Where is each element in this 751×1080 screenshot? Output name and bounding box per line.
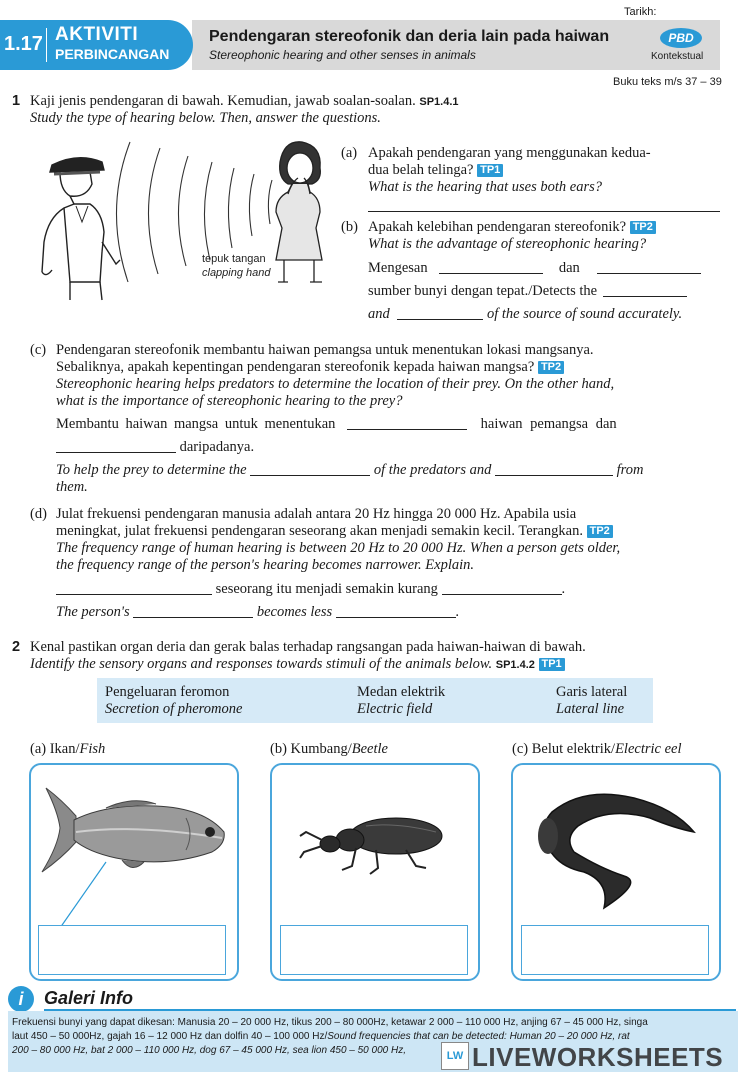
- eel-en: Electric eel: [615, 741, 682, 757]
- badge-divider: [46, 28, 47, 62]
- q1d-ans-ms-a: seseorang itu menjadi semakin kurang: [215, 581, 438, 597]
- q2-tp-badge: TP1: [539, 658, 565, 671]
- galeri-text2-en: Sound frequencies that can be detected: Human 20 – 20 000 Hz, rat: [327, 1031, 630, 1042]
- galeri-text1: Frekuensi bunyi yang dapat dikesan: Manusia 20 – 20 000 Hz, tikus 200 – 80 000Hz, ketawar 2 000 – 110 000 Hz, anjing 67 – 45 000 Hz, singa: [12, 1017, 648, 1028]
- galeri-icon: [8, 986, 34, 1012]
- q1b-tp-badge: TP2: [630, 221, 656, 234]
- q1b-ans-line3: [368, 306, 720, 323]
- q1b-ms: [368, 219, 656, 236]
- option-2-en: Electric field: [357, 701, 433, 717]
- textbook-ref: Buku teks m/s 37 – 39: [613, 76, 722, 88]
- q1-intro-ms-text: Kaji jenis pendengaran di bawah. Kemudian, jawab soalan-soalan.: [30, 93, 416, 109]
- q1b-ans-line1: [368, 260, 720, 277]
- date-label: Tarikh:: [624, 6, 657, 18]
- fish-pointer-line: [56, 860, 116, 930]
- q1b-en: What is the advantage of stereophonic hearing?: [368, 236, 647, 252]
- eel-image: [524, 772, 714, 912]
- option-3[interactable]: [556, 684, 627, 718]
- badge-line1: AKTIVITI: [55, 24, 139, 45]
- page-subtitle: Stereophonic hearing and other senses in animals: [209, 48, 476, 62]
- q1a-tp-badge: TP1: [477, 164, 503, 177]
- clap-label-ms: tepuk tangan: [202, 253, 266, 265]
- q1c-label: (c): [30, 342, 47, 358]
- q1b-line2-text: sumber bunyi dengan tepat./Detects the: [368, 283, 598, 299]
- animal-label-fish: [30, 741, 105, 758]
- q1c-tp-badge: TP2: [538, 361, 564, 374]
- q2-en: Identify the sensory organs and responses towards stimuli of the animals below.: [30, 656, 493, 672]
- fish-ms: Ikan/: [49, 741, 80, 757]
- clap-label-en: clapping hand: [202, 267, 271, 279]
- q1c-en1: Stereophonic hearing helps predators to determine the location of their prey. On the other hand,: [56, 376, 615, 392]
- q1b-dan: dan: [558, 260, 580, 276]
- q1b-label: (b): [341, 219, 358, 235]
- q1b-ms-text: Apakah kelebihan pendengaran stereofonik?: [368, 219, 627, 235]
- q1d-ms2: [56, 523, 613, 540]
- man-figure: [42, 158, 120, 300]
- option-1-ms: Pengeluaran feromon: [105, 684, 230, 700]
- q1d-blank-4[interactable]: [336, 617, 456, 618]
- q1c-blank-3[interactable]: [250, 475, 370, 476]
- q1b-blank-1[interactable]: [439, 273, 543, 274]
- q1c-en2: what is the importance of stereophonic hearing to the prey?: [56, 393, 403, 409]
- q1b-blank-3[interactable]: [603, 296, 687, 297]
- q1c-ans-en-c: from: [616, 462, 644, 478]
- beetle-image: [296, 806, 456, 876]
- q1d-blank-1[interactable]: [56, 594, 212, 595]
- q1d-ms2-text: meningkat, julat frekuensi pendengaran seseorang akan menjadi semakin kecil. Terangkan.: [56, 523, 583, 539]
- q1c-ms1: Pendengaran stereofonik membantu haiwan pemangsa untuk menentukan lokasi mangsanya.: [56, 342, 594, 358]
- q1d-tp-badge: TP2: [587, 525, 613, 538]
- q2-ms: Kenal pastikan organ deria dan gerak balas terhadap rangsangan pada haiwan-haiwan di bawah.: [30, 639, 586, 655]
- q1d-ans-ms-end: .: [561, 581, 566, 597]
- q1a-answer-line[interactable]: [368, 211, 720, 212]
- q1a-ms1: Apakah pendengaran yang menggunakan kedua-: [368, 145, 651, 161]
- q1d-label: (d): [30, 506, 47, 522]
- galeri-text3: 200 – 80 000 Hz, bat 2 000 – 110 000 Hz, dog 67 – 45 000 Hz, sea lion 450 – 50 000 Hz,: [12, 1045, 406, 1056]
- q2-sp-code: SP1.4.2: [495, 659, 535, 671]
- q1c-ans-en-d: them.: [56, 479, 88, 495]
- q1c-ms2: [56, 359, 564, 376]
- eel-answer-box[interactable]: [521, 925, 709, 975]
- q2-number: 2: [12, 639, 21, 655]
- animal-label-beetle: [270, 741, 388, 758]
- option-3-ms: Garis lateral: [556, 684, 628, 700]
- q1c-ms2-text: Sebaliknya, apakah kepentingan pendengaran stereofonik kepada haiwan mangsa?: [56, 359, 535, 375]
- q1-intro-ms: [30, 93, 459, 111]
- page-title: Pendengaran stereofonik dan deria lain pada haiwan: [209, 28, 610, 45]
- eel-ms: Belut elektrik/: [531, 741, 616, 757]
- activity-number: 1.17: [4, 33, 43, 55]
- beetle-answer-box[interactable]: [280, 925, 468, 975]
- fish-answer-box[interactable]: [38, 925, 226, 975]
- q1a-en: What is the hearing that uses both ears?: [368, 179, 603, 195]
- q1b-line3-end: of the source of sound accurately.: [487, 306, 683, 322]
- q1c-blank-4[interactable]: [495, 475, 613, 476]
- q1c-ans-en: [56, 462, 720, 479]
- q1b-blank-2[interactable]: [597, 273, 701, 274]
- q1d-en1: The frequency range of human hearing is between 20 Hz to 20 000 Hz. When a person gets older,: [56, 540, 621, 556]
- q1d-blank-3[interactable]: [133, 617, 253, 618]
- q1b-mengesan: Mengesan: [368, 260, 428, 276]
- q1c-ans-ms-b: haiwan pemangsa dan: [480, 416, 617, 432]
- q1-sp-code: SP1.4.1: [419, 96, 459, 108]
- stereo-hearing-illustration: [30, 132, 340, 302]
- option-1-en: Secretion of pheromone: [105, 701, 243, 717]
- q1c-blank-2[interactable]: [56, 452, 176, 453]
- q1c-ans-ms-a: Membantu haiwan mangsa untuk menentukan: [56, 416, 336, 432]
- pbd-logo: [660, 28, 702, 48]
- option-2-ms: Medan elektrik: [357, 684, 446, 700]
- fish-letter: (a): [30, 741, 47, 757]
- beetle-en: Beetle: [351, 741, 388, 757]
- q1c-ans-ms: [56, 416, 720, 433]
- liveworksheets-watermark: LIVEWORKSHEETS: [472, 1042, 724, 1072]
- eel-letter: (c): [512, 741, 529, 757]
- q1a-label: (a): [341, 145, 358, 161]
- q1d-ms1: Julat frekuensi pendengaran manusia adalah antara 20 Hz hingga 20 000 Hz. Apabila usia: [56, 506, 577, 522]
- q1c-ans-en-a: To help the prey to determine the: [56, 462, 247, 478]
- info-icon: i: [18, 989, 24, 1009]
- fish-en: Fish: [79, 741, 106, 757]
- kontekstual-label: Kontekstual: [651, 51, 704, 62]
- galeri-text2-ms: laut 450 – 50 000Hz, gajah 16 – 12 000 Hz dan dolfin 40 – 100 000 Hz/: [12, 1031, 328, 1042]
- girl-figure: [276, 142, 322, 282]
- option-1[interactable]: [105, 684, 242, 718]
- q1d-blank-2[interactable]: [442, 594, 562, 595]
- q1d-ans-en-b: becomes less: [256, 604, 333, 620]
- q1c-ans-en-b: of the predators and: [373, 462, 492, 478]
- liveworksheets-logo: [441, 1042, 469, 1070]
- q1c-ans-ms-c: daripadanya.: [179, 439, 255, 455]
- q1d-ans-ms: [56, 581, 565, 598]
- liveworksheets-logo-letters: LW: [446, 1050, 464, 1062]
- q1a-ms2-text: dua belah telinga?: [368, 162, 474, 178]
- beetle-letter: (b): [270, 741, 287, 757]
- q1c-blank-1[interactable]: [347, 429, 467, 430]
- q1a-ms2: [368, 162, 503, 179]
- option-2[interactable]: [357, 684, 445, 718]
- q1d-en2: the frequency range of the person's hearing becomes narrower. Explain.: [56, 557, 475, 573]
- q1d-ans-en-a: The person's: [56, 604, 130, 620]
- galeri-text2: [12, 1031, 630, 1042]
- badge-line2: PERBINCANGAN: [55, 46, 170, 62]
- q1b-blank-4[interactable]: [397, 319, 483, 320]
- q2-en-line: [30, 656, 565, 674]
- pbd-text: PBD: [668, 31, 694, 45]
- option-3-en: Lateral line: [556, 701, 625, 717]
- q1d-ans-en: [56, 604, 459, 621]
- q1-intro-en: Study the type of hearing below. Then, answer the questions.: [30, 110, 381, 126]
- q1b-and: and: [368, 306, 390, 322]
- q1d-ans-en-end: .: [455, 604, 460, 620]
- galeri-title: Galeri Info: [44, 988, 134, 1008]
- q1b-ans-line2: [368, 283, 720, 300]
- animal-label-eel: [512, 741, 682, 758]
- beetle-ms: Kumbang/: [290, 741, 352, 757]
- q1c-ans-ms-line2: [56, 439, 254, 456]
- q1-number: 1: [12, 93, 21, 109]
